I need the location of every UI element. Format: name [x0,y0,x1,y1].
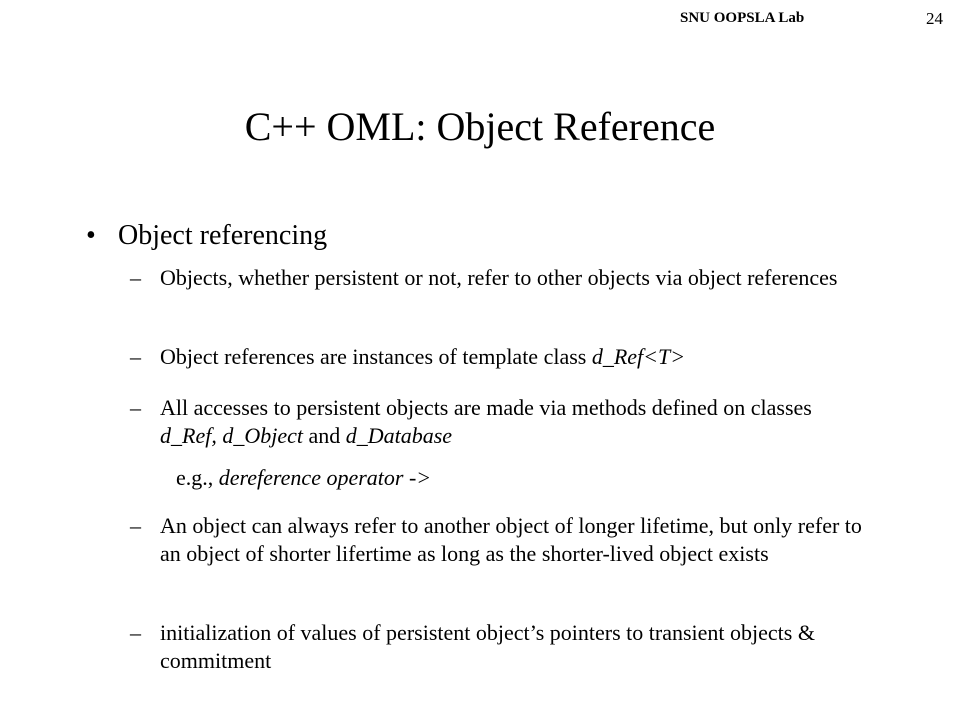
sub-item-1 [130,264,870,292]
bullet-text: Object referencing [118,220,328,251]
example-line [176,464,431,492]
text-italic: d_Ref, d_Object [160,423,303,448]
sub-item-3 [130,394,870,450]
dash-marker: – [130,395,141,420]
sub-item-text: An object can always refer to another object of longer lifetime, but only refer to an object of shorter lifertime as long as the shorter-lived object exists [160,513,862,566]
dash-marker: – [130,344,141,369]
sub-item-text [130,343,870,371]
text-plain: e.g., [176,465,219,490]
page-number: 24 [926,9,943,28]
dash-marker: – [130,620,141,645]
sub-item-5 [130,619,870,675]
text-italic: d_Ref<T> [591,344,686,369]
text-italic: dereference operator -> [218,465,432,490]
dash-marker: – [130,513,141,538]
sub-item-text: initialization of values of persistent object’s pointers to transient objects & commitment [160,620,815,673]
dash-marker: – [130,265,141,290]
bullet-row [86,218,327,254]
sub-item-2 [130,343,870,371]
bullet-marker: • [86,220,96,251]
sub-item-text [130,394,870,450]
text-plain: and [302,423,346,448]
sub-item-text: Objects, whether persistent or not, refer to other objects via object references [160,265,838,290]
text-plain: All accesses to persistent objects are made via methods defined on classes [160,395,812,420]
header-lab: SNU OOPSLA Lab [680,10,805,26]
sub-item-4 [130,512,870,568]
slide-title: C++ OML: Object Reference [244,104,716,149]
text-plain: Object references are instances of template class [160,344,592,369]
text-italic: d_Database [345,423,453,448]
